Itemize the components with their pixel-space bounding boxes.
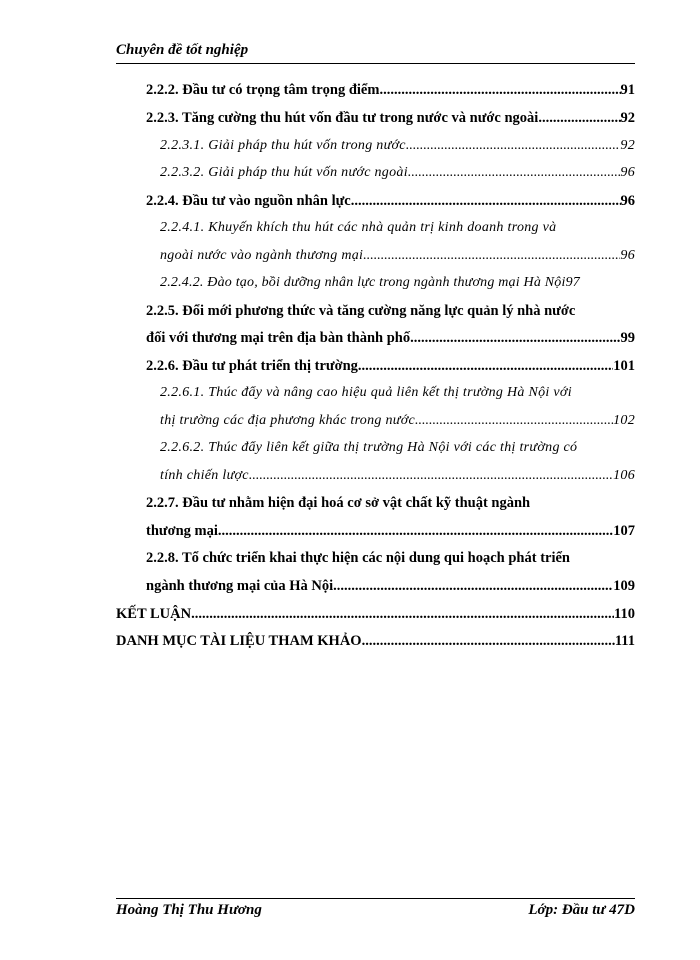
toc-entry[interactable] xyxy=(146,330,635,347)
toc-entry[interactable] xyxy=(160,165,635,181)
toc-entry-text-line1: 2.2.6.2. Thúc đẩy liên kết giữa thị trường Hà Nội với các thị trường có xyxy=(160,440,578,455)
header-rule xyxy=(116,63,635,64)
toc-entry[interactable] xyxy=(146,82,635,99)
toc-leader xyxy=(249,468,613,484)
toc-entry-text: 2.2.2. Đầu tư có trọng tâm trọng điểm xyxy=(146,82,380,98)
toc-leader xyxy=(358,358,613,375)
toc-page-number: 102 xyxy=(613,413,635,428)
toc-leader xyxy=(415,413,613,429)
toc-page-number: 92 xyxy=(620,110,635,126)
toc-entry[interactable] xyxy=(146,358,635,375)
toc-entry-text: đối với thương mại trên địa bàn thành phố xyxy=(146,330,411,346)
toc-entry[interactable] xyxy=(146,578,635,595)
toc-entry-text: 2.2.3. Tăng cường thu hút vốn đầu tư trong nước và nước ngoài xyxy=(146,110,539,126)
toc-page-number: 107 xyxy=(613,523,635,539)
toc-leader xyxy=(379,82,620,99)
toc-page-number: 96 xyxy=(620,165,635,180)
toc-page-number: 106 xyxy=(613,468,635,483)
toc-leader xyxy=(408,165,620,181)
footer-author: Hoàng Thị Thu Hương xyxy=(116,902,262,918)
toc-entry-text: 2.2.4. Đầu tư vào nguồn nhân lực xyxy=(146,193,351,209)
toc-entry[interactable] xyxy=(116,633,635,650)
toc-entry-text: thị trường các địa phương khác trong nước xyxy=(160,413,416,428)
toc-entry-text-line1: 2.2.5. Đổi mới phương thức và tăng cường năng lực quản lý nhà nước xyxy=(146,303,576,319)
toc-page-number: 110 xyxy=(614,606,635,622)
toc-leader xyxy=(538,110,620,127)
toc-entry-text: tính chiến lược xyxy=(160,468,249,483)
toc-entry[interactable] xyxy=(116,606,635,623)
footer-class: Lớp: Đầu tư 47D xyxy=(528,902,635,918)
toc-leader xyxy=(351,193,621,210)
toc-entry[interactable] xyxy=(160,275,635,291)
toc-entry[interactable] xyxy=(160,413,635,429)
toc-page-number: 109 xyxy=(613,578,635,594)
toc-page-number: 99 xyxy=(620,330,635,346)
toc-entry-text: ngoài nước vào ngành thương mại xyxy=(160,248,364,263)
toc-entry-text: 2.2.4.2. Đào tạo, bồi dưỡng nhân lực trong ngành thương mại Hà Nội xyxy=(160,275,566,290)
toc-page-number: 91 xyxy=(620,82,635,98)
toc-entry[interactable] xyxy=(160,138,635,154)
toc-entry[interactable] xyxy=(146,193,635,210)
toc-entry-text-line1: 2.2.4.1. Khuyến khích thu hút các nhà quản trị kinh doanh trong và xyxy=(160,220,557,235)
toc-entry-text: KẾT LUẬN xyxy=(116,606,192,622)
toc-leader xyxy=(410,330,620,347)
toc-page-number: 97 xyxy=(565,275,580,290)
toc-entry-text: thương mại xyxy=(146,523,218,539)
toc-entry-text: 2.2.3.1. Giải pháp thu hút vốn trong nước xyxy=(160,138,406,153)
toc-page-number: 111 xyxy=(614,633,635,649)
toc-entry-text: 2.2.3.2. Giải pháp thu hút vốn nước ngoài xyxy=(160,165,408,180)
toc-entry[interactable] xyxy=(146,523,635,540)
toc-leader xyxy=(191,606,614,623)
toc-leader xyxy=(218,523,613,540)
toc-leader xyxy=(362,633,615,650)
toc-entry[interactable] xyxy=(160,468,635,484)
toc-entry-text: ngành thương mại của Hà Nội xyxy=(146,578,334,594)
toc-entry[interactable] xyxy=(146,110,635,127)
toc-entry[interactable] xyxy=(160,248,635,264)
toc-leader xyxy=(363,248,620,264)
toc-page-number: 96 xyxy=(620,193,635,209)
toc-leader xyxy=(333,578,613,595)
toc-entry-text-line1: 2.2.7. Đầu tư nhằm hiện đại hoá cơ sở vật chất kỹ thuật ngành xyxy=(146,495,531,511)
toc-leader xyxy=(406,138,621,154)
toc-page-number: 92 xyxy=(620,138,635,153)
toc-page-number: 96 xyxy=(620,248,635,263)
document-title: Chuyên đề tốt nghiệp xyxy=(116,42,249,58)
page-header xyxy=(116,40,635,60)
toc-entry-text-line1: 2.2.8. Tổ chức triển khai thực hiện các nội dung qui hoạch phát triển xyxy=(146,550,570,566)
toc-entry-text-line1: 2.2.6.1. Thúc đẩy và nâng cao hiệu quả liên kết thị trường Hà Nội với xyxy=(160,385,572,400)
toc-entry-text: DANH MỤC TÀI LIỆU THAM KHẢO xyxy=(116,633,362,649)
toc-entry-text: 2.2.6. Đầu tư phát triển thị trường xyxy=(146,358,358,374)
toc-page-number: 101 xyxy=(613,358,635,374)
footer-rule xyxy=(116,898,635,899)
